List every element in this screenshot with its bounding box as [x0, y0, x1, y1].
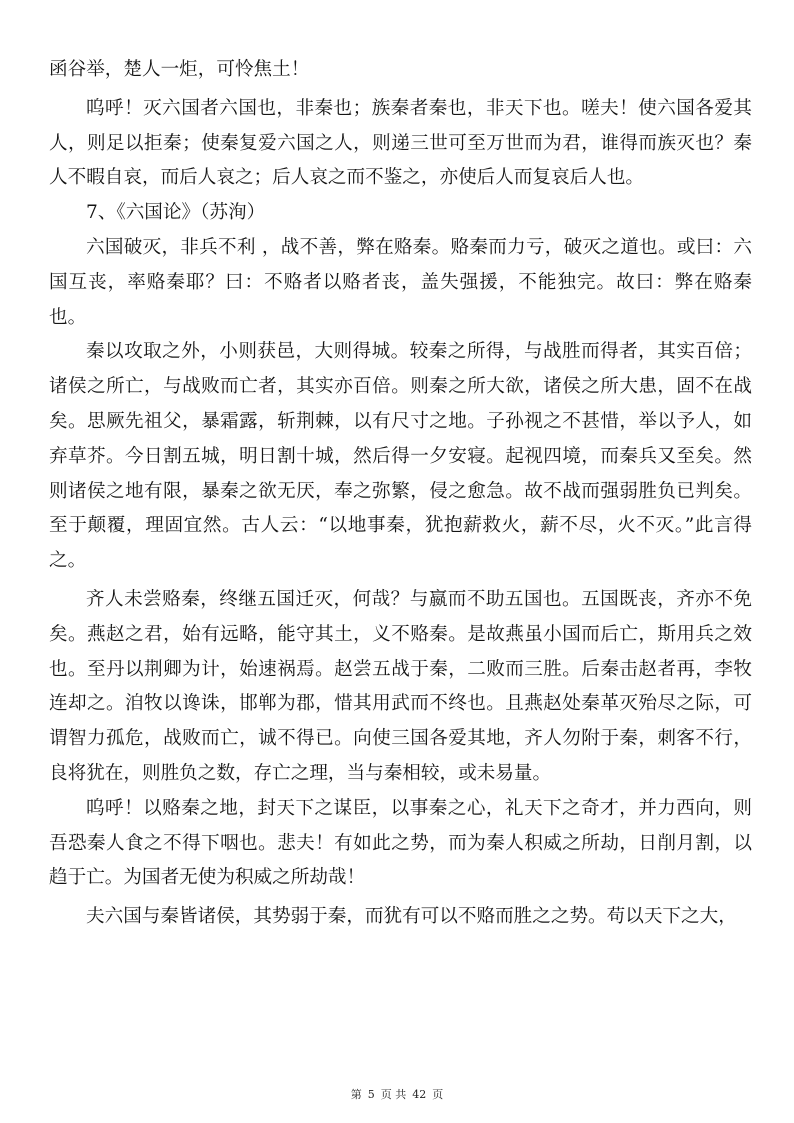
footer-middle: 页 共: [380, 1088, 407, 1101]
paragraph-2: 呜呼！灭六国者六国也，非秦也；族秦者秦也，非天下也。嗟夫！使六国各爱其人，则足以拒秦；使秦复爱六国之人，则递三世可至万世而为君，谁得而族灭也？秦人不暇自哀，而后人哀之；后人哀之而不鉴之，亦使后人而复哀后人也。: [49, 97, 752, 189]
footer-page-number: 5: [367, 1088, 375, 1101]
footer-suffix: 页: [432, 1088, 444, 1101]
document-body: [49, 53, 752, 935]
paragraph-5: 齐人未尝赂秦，终继五国迁灭，何哉？与嬴而不助五国也。五国既丧，齐亦不免矣。燕赵之君，始有远略，能守其土，义不赂秦。是故燕虽小国而后亡，斯用兵之效也。至丹以荆卿为计，始速祸焉。赵尝五战于秦，二败而三胜。后秦击赵者再，李牧连却之。洎牧以谗诛，邯郸为郡，惜其用武而不终也。且燕赵处秦革灭殆尽之际，可谓智力孤危，战败而亡，诚不得已。向使三国各爱其地，齐人勿附于秦，刺客不行，良将犹在，则胜负之数，存亡之理，当与秦相较，或未易量。: [49, 588, 752, 784]
section-heading: 7、《六国论》（苏洵）: [86, 202, 266, 224]
footer-prefix: 第: [350, 1088, 362, 1101]
paragraph-7: 夫六国与秦皆诸侯，其势弱于秦，而犹有可以不赂而胜之之势。苟以天下之大，: [86, 906, 737, 928]
paragraph-3: 六国破灭，非兵不利 ，战不善，弊在赂秦。赂秦而力亏，破灭之道也。或曰：六国互丧，率赂秦耶？曰：不赂者以赂者丧，盖失强援，不能独完。故曰：弊在赂秦也。: [49, 236, 752, 328]
footer-total-pages: 42: [412, 1088, 427, 1101]
paragraph-6: 呜呼！以赂秦之地，封天下之谋臣，以事秦之心，礼天下之奇才，并力西向，则吾恐秦人食之不得下咽也。悲夫！有如此之势，而为秦人积威之所劫，日削月割，以趋于亡。为国者无使为积威之所劫哉！: [49, 797, 752, 889]
page-footer: [0, 1086, 794, 1102]
paragraph-4: 秦以攻取之外，小则获邑，大则得城。较秦之所得，与战胜而得者，其实百倍；诸侯之所亡，与战败而亡者，其实亦百倍。则秦之所大欲，诸侯之所大患，固不在战矣。思厥先祖父，暴霜露，斩荆棘，以有尺寸之地。子孙视之不甚惜，举以予人，如弃草芥。今日割五城，明日割十城，然后得一夕安寝。起视四境，而秦兵又至矣。然则诸侯之地有限，暴秦之欲无厌，奉之弥繁，侵之愈急。故不战而强弱胜负已判矣。至于颠覆，理固宜然。古人云：“以地事秦，犹抱薪救火，薪不尽，火不灭。”此言得之。: [49, 341, 752, 572]
paragraph-1: 函谷举，楚人一炬，可怜焦土！: [49, 59, 310, 80]
